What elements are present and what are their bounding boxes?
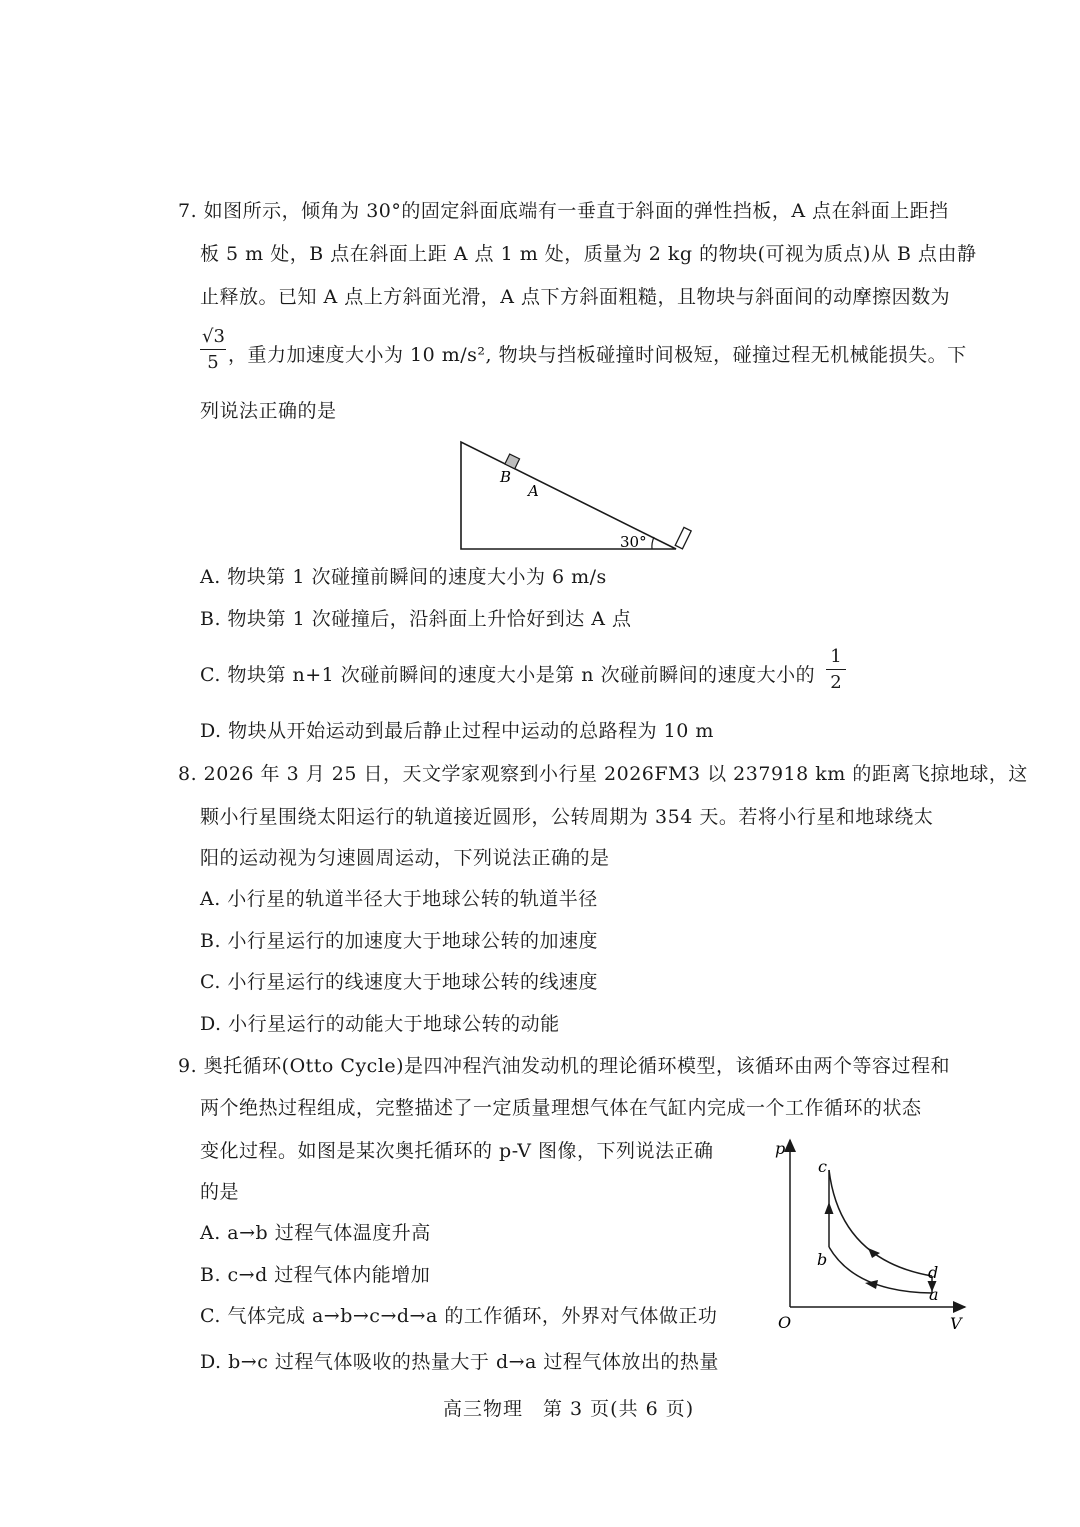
angle-arc (652, 537, 654, 549)
q7-line-2: 板 5 m 处，B 点在斜面上距 A 点 1 m 处，质量为 2 kg 的物块(可视为质点)从 B 点由静 (200, 243, 977, 265)
q8-option-c: C. 小行星运行的线速度大于地球公转的线速度 (200, 971, 598, 993)
process-ab (829, 1247, 932, 1293)
angle-label: 30° (620, 533, 647, 551)
label-a: a (929, 1285, 939, 1304)
label-c: c (818, 1157, 827, 1176)
q7-option-d: D. 物块从开始运动到最后静止过程中运动的总路程为 10 m (200, 720, 714, 742)
q7-line-1: 7. 如图所示，倾角为 30°的固定斜面底端有一垂直于斜面的弹性挡板，A 点在斜面上距挡 (178, 200, 949, 222)
q9-option-a: A. a→b 过程气体温度升高 (200, 1222, 431, 1244)
q7-optc-numerator: 1 (830, 646, 842, 667)
q8-option-d: D. 小行星运行的动能大于地球公转的动能 (200, 1013, 560, 1035)
q7-option-a: A. 物块第 1 次碰撞前瞬间的速度大小为 6 m/s (200, 566, 607, 588)
label-b: B (500, 468, 512, 486)
label-b: b (817, 1250, 828, 1269)
block-b (505, 454, 520, 469)
q7-line-4: ，重力加速度大小为 10 m/s², 物块与挡板碰撞时间极短，碰撞过程无机械能损失。下 (228, 344, 967, 366)
q7-mu-numerator: √3 (202, 326, 225, 347)
q8-line-3: 阳的运动视为匀速圆周运动，下列说法正确的是 (200, 847, 610, 869)
q8-option-a: A. 小行星的轨道半径大于地球公转的轨道半径 (200, 888, 598, 910)
q8-line-1: 8. 2026 年 3 月 25 日，天文学家观察到小行星 2026FM3 以 237918 km 的距离飞掠地球，这 (178, 763, 1028, 785)
q7-option-c: C. 物块第 n+1 次碰前瞬间的速度大小是第 n 次碰前瞬间的速度大小的 (200, 664, 816, 686)
label-p: p (775, 1139, 786, 1158)
label-a: A (528, 482, 539, 500)
q9-line-2: 两个绝热过程组成，完整描述了一定质量理想气体在气缸内完成一个工作循环的状态 (200, 1097, 922, 1119)
page-footer: 高三物理 第 3 页(共 6 页) (443, 1398, 695, 1420)
q7-mu-fraction (200, 326, 226, 373)
label-o: O (778, 1313, 792, 1332)
q9-line-1: 9. 奥托循环(Otto Cycle)是四冲程汽油发动机的理论循环模型，该循环由两个等容过程和 (178, 1055, 951, 1077)
q7-line-3: 止释放。已知 A 点上方斜面光滑，A 点下方斜面粗糙，且物块与斜面间的动摩擦因数为 (200, 286, 951, 308)
q7-mu-denominator: 5 (207, 352, 219, 373)
q7-optc-denominator: 2 (830, 672, 842, 693)
incline-figure (450, 435, 700, 555)
q9-option-c: C. 气体完成 a→b→c→d→a 的工作循环，外界对气体做正功 (200, 1305, 718, 1327)
q8-option-b: B. 小行星运行的加速度大于地球公转的加速度 (200, 930, 599, 952)
process-cd (829, 1170, 932, 1276)
q9-line-4: 的是 (200, 1181, 240, 1203)
q9-option-b: B. c→d 过程气体内能增加 (200, 1264, 431, 1286)
q8-line-2: 颗小行星围绕太阳运行的轨道接近圆形，公转周期为 354 天。若将小行星和地球绕太 (200, 806, 934, 828)
arrow-bc (825, 1202, 834, 1214)
q9-line-3: 变化过程。如图是某次奥托循环的 p-V 图像，下列说法正确 (200, 1140, 714, 1162)
elastic-baffle (675, 527, 691, 548)
label-d: d (928, 1263, 939, 1282)
q7-option-b: B. 物块第 1 次碰撞后，沿斜面上升恰好到达 A 点 (200, 608, 632, 630)
q7-line-5: 列说法正确的是 (200, 400, 337, 422)
pv-diagram (770, 1132, 970, 1332)
q7-optc-fraction (826, 646, 846, 693)
q9-option-d: D. b→c 过程气体吸收的热量大于 d→a 过程气体放出的热量 (200, 1351, 719, 1373)
label-v: V (950, 1314, 962, 1332)
